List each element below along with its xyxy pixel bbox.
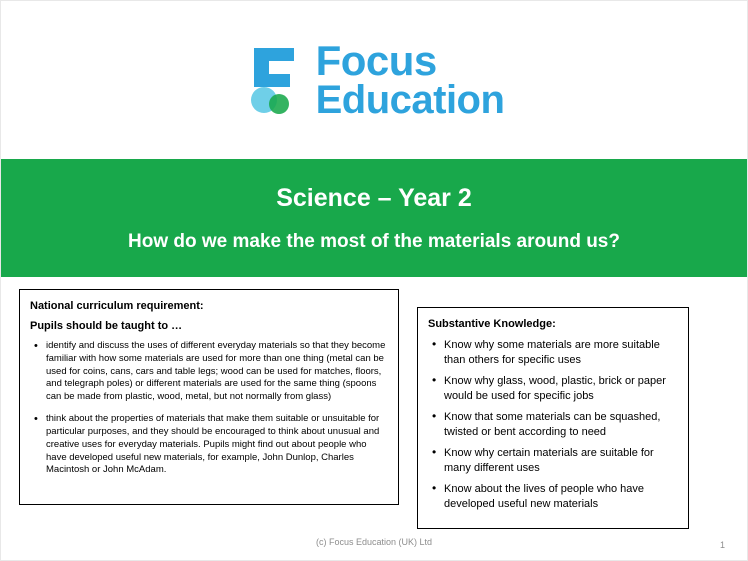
substantive-knowledge-list — [428, 338, 678, 511]
brand-name-focus: Focus — [315, 36, 437, 84]
list-item: • Know about the lives of people who have developed useful new materials — [444, 482, 678, 511]
footer-copyright: (c) Focus Education (UK) Ltd — [315, 537, 433, 547]
national-curriculum-list — [30, 340, 388, 477]
substantive-knowledge-heading: Substantive Knowledge: — [428, 318, 556, 330]
content-area — [1, 277, 747, 529]
brand-wordmark — [315, 36, 505, 122]
national-curriculum-panel — [19, 289, 399, 505]
list-item: • Know that some materials can be squashed, twisted or bent according to need — [444, 410, 678, 439]
national-curriculum-lead: Pupils should be taught to … — [30, 320, 183, 332]
logo-band — [1, 1, 747, 159]
list-item: • think about the properties of materials that make them suitable or unsuitable for particular purposes, and they should be encouraged to think about unusual and creative uses for everyday materials. Pupils might find out about people who have developed useful new materials, for example, John Dunlop, Charles Macintosh or John McAdam. — [46, 413, 388, 477]
national-curriculum-heading: National curriculum requirement: — [30, 300, 204, 312]
brand-name-education: Education — [315, 77, 505, 122]
list-item: • Know why certain materials are suitable for many different uses — [444, 446, 678, 475]
page-number: 1 — [719, 540, 725, 550]
list-item: • Know why some materials are more suitable than others for specific uses — [444, 338, 678, 367]
focus-education-logo-icon — [244, 44, 302, 116]
brand-logo — [244, 36, 505, 122]
title-band — [1, 159, 747, 277]
enquiry-question: How do we make the most of the materials around us? — [128, 230, 620, 252]
list-item: • identify and discuss the uses of different everyday materials so that they become familiar with how some materials are used for more than one thing (metal can be used for coins, cans, cars and table legs; wood can be used for matches, floors, and telegraph poles) or different materials are used for the same thing (spoons can be made from plastic, wood, metal, but not normally from glass) — [46, 340, 388, 404]
substantive-knowledge-panel — [417, 307, 689, 529]
list-item: • Know why glass, wood, plastic, brick or paper would be used for specific jobs — [444, 374, 678, 403]
subject-title: Science – Year 2 — [276, 183, 472, 212]
